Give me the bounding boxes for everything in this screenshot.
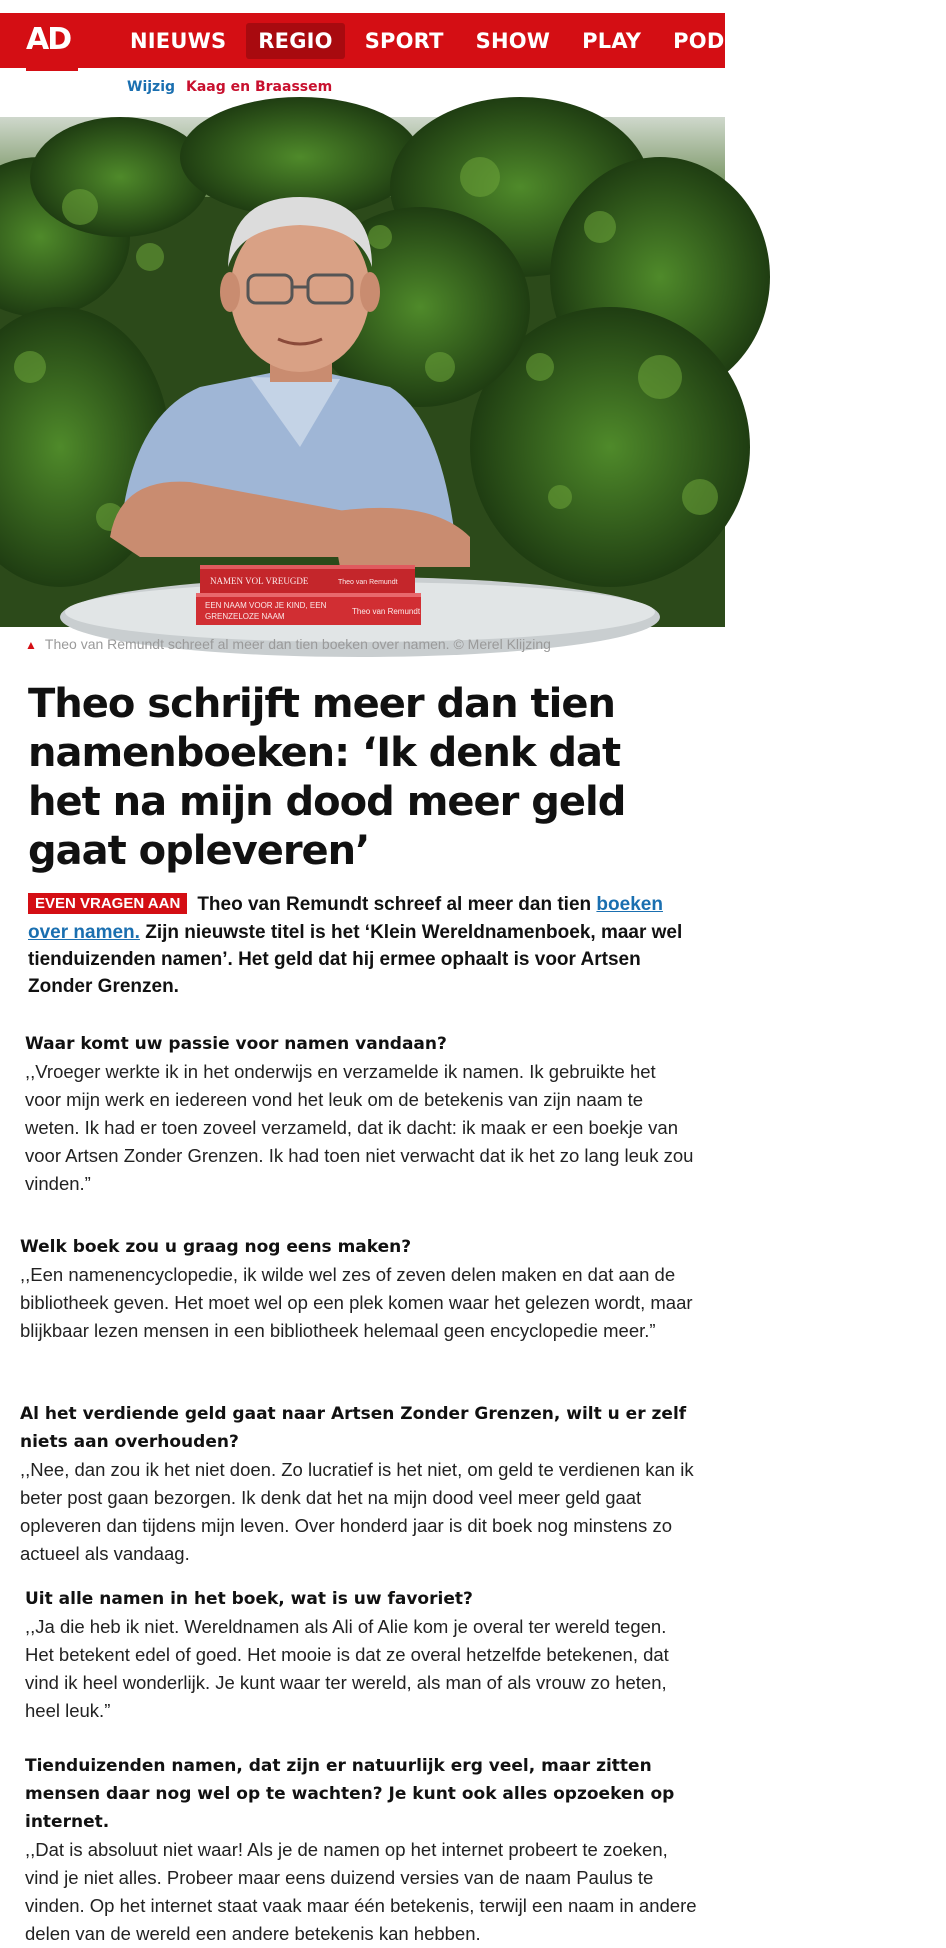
qa-block-2 bbox=[0, 1233, 725, 1345]
article-headline: Theo schrijft meer dan tien namenboeken: ‘Ik denk dat het na mijn dood meer geld gaat opleveren’ bbox=[28, 681, 626, 874]
book-top-title: NAMEN VOL VREUGDE bbox=[210, 576, 309, 586]
qa-block-3 bbox=[0, 1400, 725, 1568]
photo-caption bbox=[25, 636, 715, 652]
book-top-author: Theo van Remundt bbox=[338, 579, 398, 586]
edit-region-link[interactable]: Wijzig bbox=[127, 79, 176, 95]
answer-5: ,,Dat is absoluut niet waar! Als je de namen op het internet probeert te zoeken, vind je niet alles. Probeer maar eens duizend versies van de naam Paulus te vinden. Op het internet staat vaak maar één betekenis, terwijl een naam in andere delen van de wereld een andere betekenis kan hebben. bbox=[25, 1839, 697, 1944]
ad-logo: AD bbox=[26, 22, 71, 57]
section-badge[interactable]: EVEN VRAGEN AAN bbox=[28, 893, 187, 914]
lead-text-2: Zijn nieuwste titel is het ‘Klein Wereldnamenboek, maar wel tienduizenden namen’. Het geld dat hij ermee ophaalt is voor Artsen Zonder Grenzen. bbox=[28, 922, 683, 997]
lead-text-1: Theo van Remundt schreef al meer dan tien bbox=[197, 894, 597, 915]
book-bottom-title-2: GRENZELOZE NAAM bbox=[205, 612, 285, 621]
region-location-link[interactable]: Kaag en Braassem bbox=[186, 79, 333, 95]
qa-block-5 bbox=[0, 1752, 725, 1948]
answer-2: ,,Een namenencyclopedie, ik wilde wel zes of zeven delen maken en dat aan de bibliotheek geven. Het moet wel op een plek komen waar het gelezen wordt, maar blijkbaar lezen mensen in een bibliotheek helemaal geen encyclopedie meer.” bbox=[20, 1264, 693, 1341]
nav-item-play[interactable]: PLAY bbox=[582, 28, 642, 53]
logo-link[interactable] bbox=[0, 13, 78, 68]
answer-3: ,,Nee, dan zou ik het niet doen. Zo lucratief is het niet, om geld te verdienen kan ik beter post gaan bezorgen. Ik denk dat het na mijn dood veel meer geld gaat opleveren dan tijdens mijn leven. Over honderd jaar is dit boek nog minstens zo actueel als vandaag. bbox=[20, 1459, 694, 1564]
nav-item-regio[interactable]: REGIO bbox=[246, 23, 344, 59]
caption-text: Theo van Remundt schreef al meer dan tien boeken over namen. © Merel Klijzing bbox=[44, 636, 551, 652]
top-navbar bbox=[0, 13, 926, 68]
region-subnav bbox=[0, 68, 725, 108]
question-3: Al het verdiende geld gaat naar Artsen Zonder Grenzen, wilt u er zelf niets aan overhouden? bbox=[20, 1404, 687, 1452]
book-bottom-title-1: EEN NAAM VOOR JE KIND, EEN bbox=[205, 601, 327, 610]
nav-item-sport[interactable]: SPORT bbox=[364, 28, 444, 53]
nav-item-nieuws[interactable]: NIEUWS bbox=[130, 28, 227, 53]
answer-4: ,,Ja die heb ik niet. Wereldnamen als Ali of Alie kom je overal ter wereld tegen. Het betekent edel of goed. Het mooie is dat ze overal hetzelfde betekenen, dat vind ik heel wonderlijk. Je kunt waar ter wereld, als man of als vrouw zo heten, heel leuk.” bbox=[25, 1616, 669, 1721]
question-1: Waar komt uw passie voor namen vandaan? bbox=[25, 1034, 447, 1054]
hero-photo[interactable] bbox=[0, 117, 725, 627]
qa-block-4 bbox=[0, 1585, 725, 1725]
main-nav bbox=[118, 13, 946, 68]
answer-1: ,,Vroeger werkte ik in het onderwijs en verzamelde ik namen. Ik gebruikte het voor mijn werk en iedereen vond het leuk om de betekenis van zijn naam te weten. Ik had er toen zoveel verzameld, dat ik dacht: ik maak er een boekje van voor Artsen Zonder Grenzen. Ik had toen niet verwacht dat ik het zo lang leuk zou vinden.” bbox=[25, 1061, 694, 1194]
question-5: Tienduizenden namen, dat zijn er natuurlijk erg veel, maar zitten mensen daar nog wel op te wachten? Je kunt ook alles opzoeken op internet. bbox=[25, 1756, 675, 1832]
hero-photo-illustration bbox=[0, 117, 725, 627]
nav-item-show[interactable]: SHOW bbox=[475, 28, 551, 53]
question-2: Welk boek zou u graag nog eens maken? bbox=[20, 1237, 412, 1257]
question-4: Uit alle namen in het boek, wat is uw favoriet? bbox=[25, 1589, 473, 1609]
book-bottom-author: Theo van Remundt bbox=[352, 607, 421, 616]
article-lead bbox=[28, 891, 698, 1000]
qa-block-1 bbox=[0, 1030, 725, 1198]
nav-item-puzzels[interactable]: PUZZELS bbox=[818, 28, 926, 53]
subnav-accent-bar bbox=[26, 68, 78, 71]
nav-item-podcast[interactable]: PODCAST bbox=[673, 28, 787, 53]
caption-triangle-icon: ▲ bbox=[25, 638, 37, 652]
books-about-names-link[interactable]: boeken over namen. bbox=[28, 894, 663, 943]
